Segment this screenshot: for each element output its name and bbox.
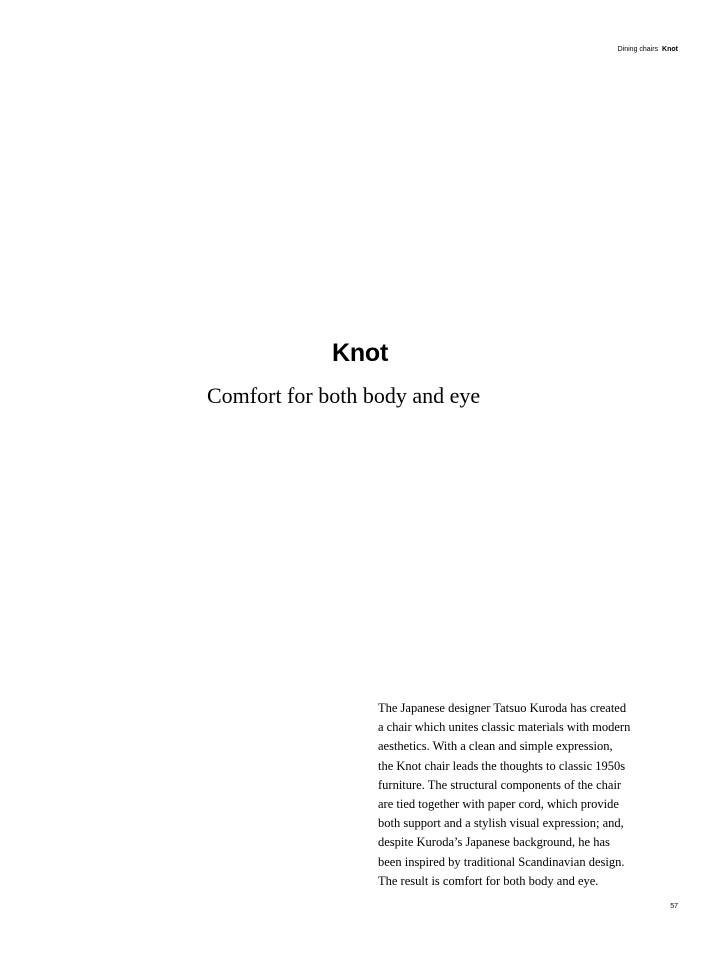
- description-line: The Japanese designer Tatsuo Kuroda has created: [378, 701, 627, 715]
- running-header: [618, 45, 678, 54]
- description-line: despite Kuroda’s Japanese background, he has: [378, 835, 610, 850]
- header-product: Knot: [662, 46, 678, 53]
- product-title: Knot: [332, 339, 389, 367]
- description-line: aesthetics. With a clean and simple expression,: [378, 739, 613, 754]
- description-line: both support and a stylish visual expression; and,: [378, 816, 624, 831]
- page-number: 57: [670, 903, 678, 910]
- header-section: Dining chairs: [617, 46, 659, 53]
- description-line: the Knot chair leads the thoughts to classic 1950s: [378, 758, 626, 773]
- description-line: a chair which unites classic materials with modern: [378, 720, 631, 735]
- description-line: furniture. The structural components of the chair: [378, 777, 622, 792]
- description-line: are tied together with paper cord, which provide: [378, 797, 619, 812]
- tagline: Comfort for both body and eye: [207, 383, 481, 408]
- description-line: been inspired by traditional Scandinavian design.: [378, 854, 625, 869]
- description-paragraph: [378, 699, 630, 891]
- description-line: The result is comfort for both body and eye.: [378, 873, 599, 888]
